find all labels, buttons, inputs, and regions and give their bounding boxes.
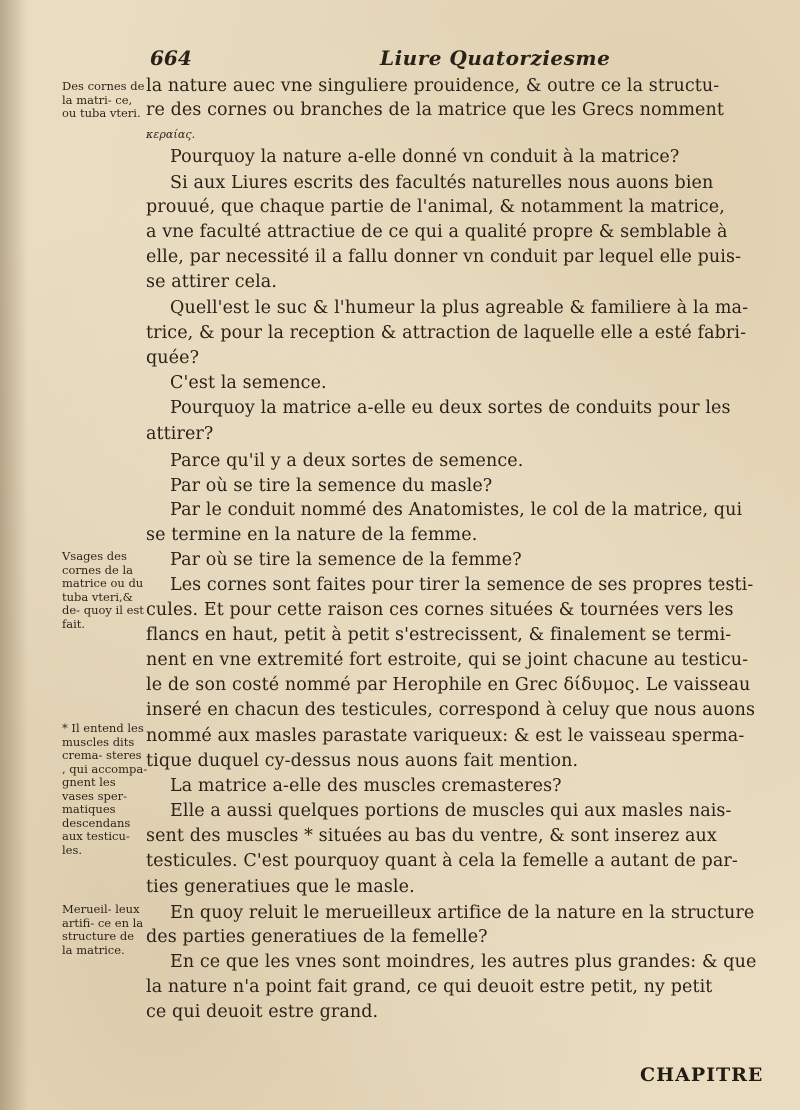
text-line: Par où se tire la semence de la femme? [170, 550, 522, 570]
text-line: Par le conduit nommé des Anatomistes, le col de la matrice, qui [170, 500, 743, 520]
gutter-shadow [0, 0, 28, 1110]
text-line: quée? [146, 348, 200, 368]
text-line: testicules. C'est pourquoy quant à cela la femelle a autant de par- [146, 851, 738, 871]
text-line: se attirer cela. [146, 272, 277, 292]
text-line: trice, & pour la reception & attraction de laquelle elle a esté fabri- [146, 323, 747, 343]
text-line: Pourquoy la matrice a-elle eu deux sortes de conduits pour les [170, 398, 731, 418]
text-line: se termine en la nature de la femme. [146, 525, 478, 545]
text-line: re des cornes ou branches de la matrice que les Grecs nomment [146, 100, 725, 120]
text-line: elle, par necessité il a fallu donner vn conduit par lequel elle puis- [146, 247, 742, 267]
margin-note: Vsages des cornes de la matrice ou du tuba vteri,& de- quoy il est fait. [62, 549, 144, 631]
margin-note: Des cornes de la matri- ce, ou tuba vteri. [62, 79, 145, 120]
text-line: Parce qu'il y a deux sortes de semence. [170, 451, 524, 471]
text-line: Par où se tire la semence du masle? [170, 476, 493, 496]
text-line: En ce que les vnes sont moindres, les autres plus grandes: & que [170, 952, 757, 972]
text-line: κεραίας. [146, 128, 196, 141]
margin-note: Merueil- leux artifi- ce en la structure de la matrice. [62, 902, 144, 957]
text-line: prouué, que chaque partie de l'animal, & notamment la matrice, [146, 197, 725, 217]
text-line: ce qui deuoit estre grand. [146, 1002, 379, 1022]
text-line: inseré en chacun des testicules, correspond à celuy que nous auons [146, 700, 756, 720]
running-title: Liure Quatorziesme [380, 46, 611, 70]
catchword: CHAPITRE [640, 1064, 764, 1086]
text-line: a vne faculté attractiue de ce qui a qualité propre & semblable à [146, 222, 728, 242]
text-line: Pourquoy la nature a-elle donné vn conduit à la matrice? [170, 147, 680, 167]
text-line: cules. Et pour cette raison ces cornes situées & tournées vers les [146, 600, 734, 620]
text-line: C'est la semence. [170, 373, 327, 393]
text-line: nent en vne extremité fort estroite, qui se joint chacune au testicu- [146, 650, 749, 670]
page-header [0, 46, 800, 72]
text-line: le de son costé nommé par Herophile en Grec δίδυμος. Le vaisseau [146, 675, 751, 695]
text-line: la nature auec vne singuliere prouidence, & outre ce la structu- [146, 76, 720, 96]
text-line: Si aux Liures escrits des facultés naturelles nous auons bien [170, 173, 714, 193]
text-line: La matrice a-elle des muscles cremasteres? [170, 776, 562, 796]
text-line: nommé aux masles parastate variqueux: & est le vaisseau sperma- [146, 726, 745, 746]
text-line: Les cornes sont faites pour tirer la semence de ses propres testi- [170, 575, 754, 595]
page-number: 664 [150, 46, 192, 70]
text-line: ties generatiues que le masle. [146, 877, 415, 897]
margin-note: * Il entend les muscles dits crema- steres , qui accompa- gnent les vases sper- matiques descendans aux testicu- les. [62, 721, 148, 857]
text-line: sent des muscles * situées au bas du ventre, & sont inserez aux [146, 826, 717, 846]
text-line: attirer? [146, 424, 214, 444]
text-line: des parties generatiues de la femelle? [146, 927, 488, 947]
text-line: tique duquel cy-dessus nous auons fait mention. [146, 751, 579, 771]
text-line: En quoy reluit le merueilleux artifice de la nature en la structure [170, 903, 755, 923]
text-line: flancs en haut, petit à petit s'estrecissent, & finalement se termi- [146, 625, 732, 645]
text-line: Elle a aussi quelques portions de muscles qui aux masles nais- [170, 801, 732, 821]
text-line: Quell'est le suc & l'humeur la plus agreable & familiere à la ma- [170, 298, 749, 318]
text-line: la nature n'a point fait grand, ce qui deuoit estre petit, ny petit [146, 977, 713, 997]
